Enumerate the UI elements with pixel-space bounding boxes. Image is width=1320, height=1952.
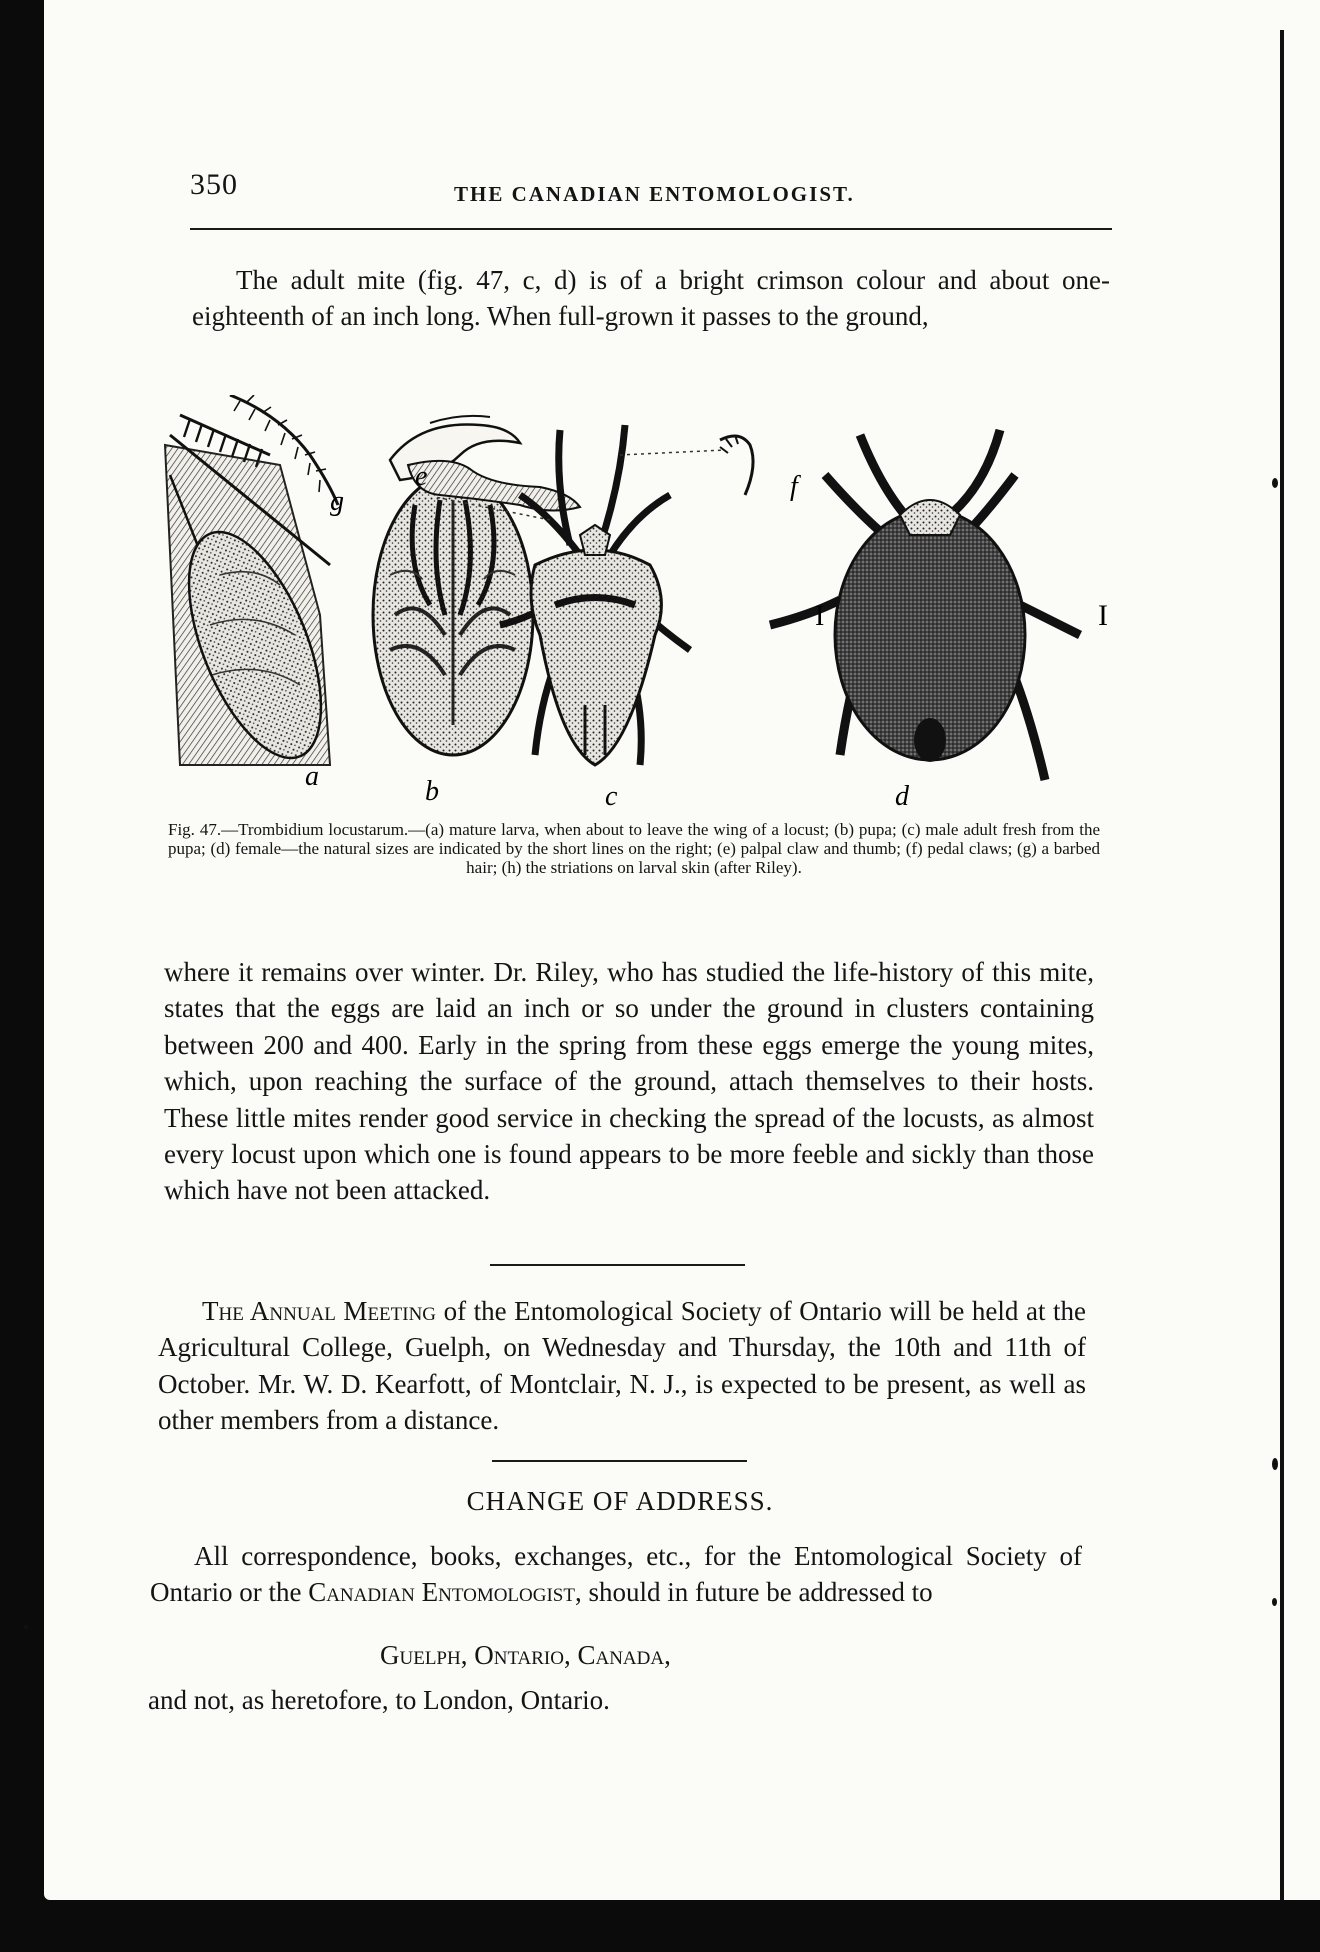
- figure-caption: Fig. 47.—Trombidium locustarum.—(a) mature larva, when about to leave the wing of a locust; (b) pupa; (c) male adult fresh from the pupa; (d) female—the natural sizes are indicated by the short lines on the right; (e) palpal claw and thumb; (f) pedal claws; (g) a barbed hair; (h) the striations on larval skin (after Riley).: [168, 820, 1100, 877]
- margin-speck: [1272, 1458, 1278, 1470]
- margin-speck: [24, 1625, 28, 1629]
- figure-b-pupa: [373, 475, 533, 755]
- running-head: THE CANADIAN ENTOMOLOGIST.: [454, 182, 855, 206]
- journal-name: Canadian Entomologist: [308, 1577, 575, 1608]
- header-rule: [190, 228, 1112, 230]
- meeting-paragraph: [158, 1293, 1086, 1439]
- intro-paragraph: The adult mite (fig. 47, c, d) is of a bright crimson colour and about one-eighteenth of an inch long. When full-grown it passes to the ground,: [192, 265, 1110, 332]
- figure-letter: a: [305, 761, 319, 792]
- page-header: [190, 168, 1110, 220]
- address-text-after: , should in future be addressed to: [574, 1577, 933, 1608]
- body-paragraph: where it remains over winter. Dr. Riley, who has studied the life-history of this mite, states that the eggs are laid an inch or so under the ground in clusters containing between 200 and 400. Early in the spring from these eggs emerge the young mites, which, upon reaching the surface of the ground, attach themselves to their hosts. These little mites render good service in checking the spread of the locusts, as almost every locust upon which one is found appears to be more feeble and sickly than those which have not been attacked.: [164, 957, 1094, 1206]
- figure-letter: b: [425, 776, 439, 807]
- change-of-address-heading: CHANGE OF ADDRESS.: [466, 1486, 774, 1516]
- section-rule: [490, 1264, 745, 1266]
- address-text-before: All correspondence, books, exchanges, etc., for the Entomological Society of Ontario or the: [150, 1541, 1082, 1608]
- figure-letter: g: [330, 486, 344, 517]
- facing-page-edge: [1272, 0, 1320, 1952]
- meeting-lead: The Annual Meeting: [202, 1296, 437, 1326]
- figure-f-pedal-claws: [720, 435, 753, 495]
- new-address: Guelph, Ontario, Canada,: [380, 1640, 671, 1670]
- page-number: 350: [190, 168, 238, 201]
- margin-speck: [1272, 1598, 1277, 1606]
- change-of-address-paragraph: [150, 1538, 1082, 1611]
- figure-letter: f: [790, 471, 798, 502]
- size-mark: I: [1098, 599, 1108, 632]
- figure-letter: c: [605, 781, 618, 812]
- meeting-text: of the Entomological Society of Ontario will be held at the Agricultural College, Guelph, on Wednesday and Thursday, the 10th and 11th of October. Mr. W. D. Kearfott, of Montclair, N. J., is expected to be present, as well as other members from a distance.: [158, 1296, 1086, 1436]
- section-rule: [492, 1460, 747, 1462]
- mite-illustration: [160, 395, 1110, 815]
- scan-border: [0, 1900, 1320, 1952]
- closing-line: and not, as heretofore, to London, Ontario.: [148, 1685, 610, 1715]
- margin-speck: [1272, 478, 1278, 488]
- figure-letter: e: [415, 461, 428, 492]
- figure-47: [160, 395, 1110, 815]
- figure-letter: d: [895, 781, 909, 812]
- size-mark: I: [815, 601, 825, 632]
